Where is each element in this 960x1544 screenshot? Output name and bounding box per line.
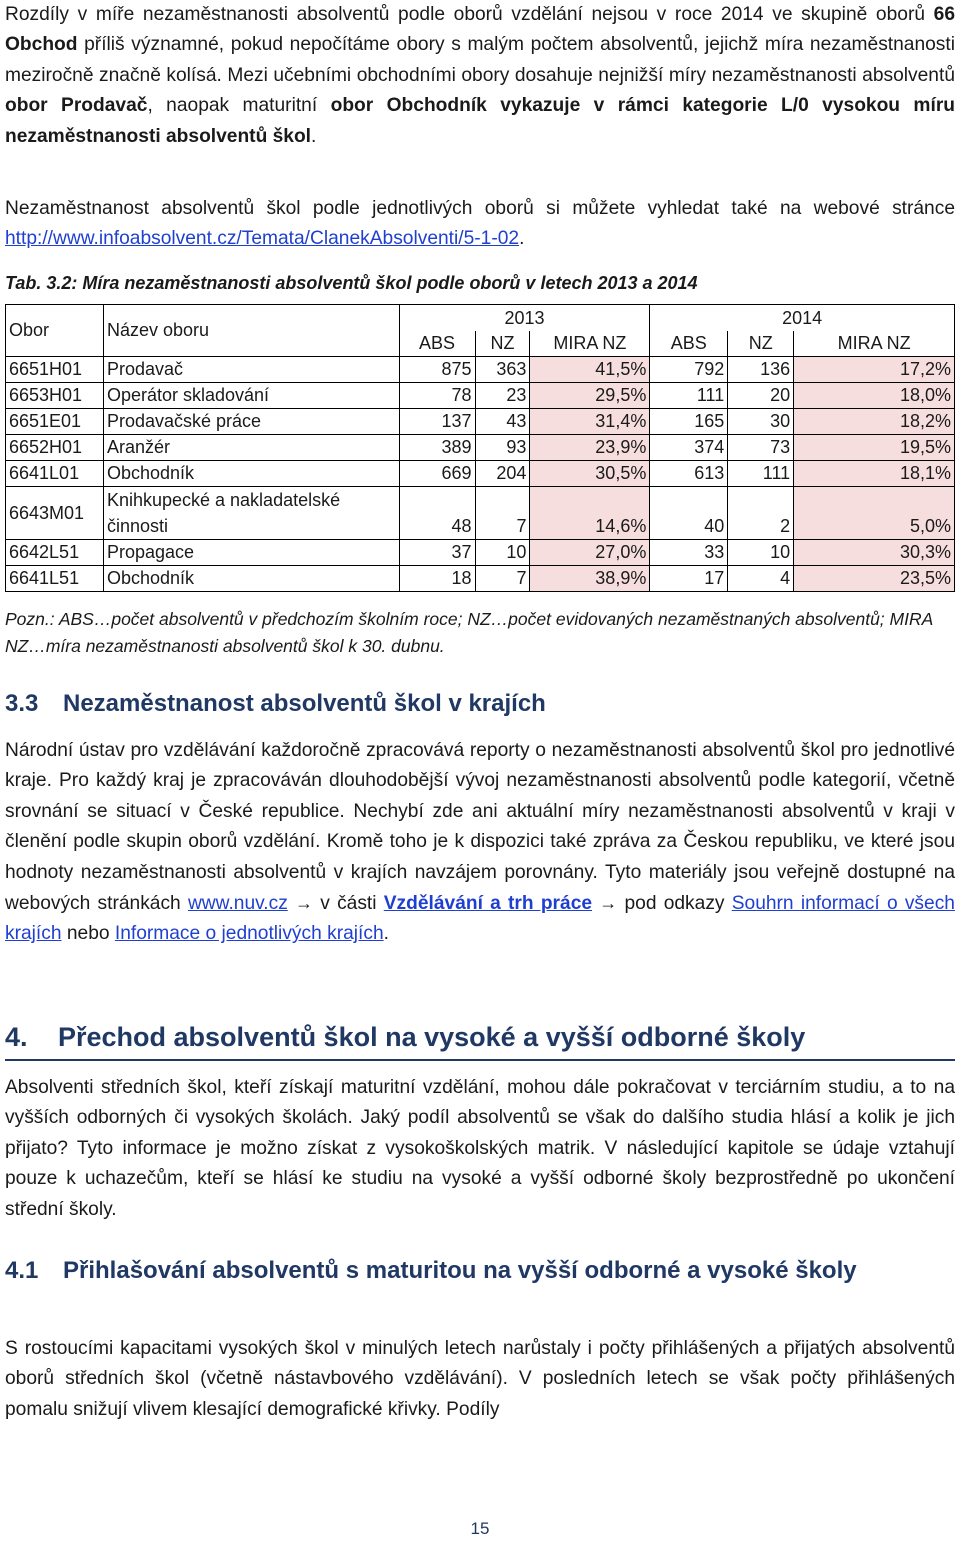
- bold-text: obor Obchodník vykazuje v rámci kategorie L/0 vysokou míru nezaměstnanosti absolventů škol: [5, 95, 956, 147]
- cell-nazev: Obchodník: [103, 461, 399, 487]
- header-year-2014: 2014: [650, 305, 955, 332]
- cell-nazev: Prodavačské práce: [103, 409, 399, 435]
- section-title: Přechod absolventů škol na vysoké a vyšší odborné školy: [58, 1022, 806, 1052]
- cell-mira13: 29,5%: [530, 383, 650, 409]
- cell-mira14: 23,5%: [794, 566, 955, 592]
- cell-mira14: 19,5%: [794, 435, 955, 461]
- cell-obor: 6651E01: [6, 409, 104, 435]
- vzdelavani-trh-prace-link[interactable]: Vzdělávání a trh práce: [383, 893, 593, 915]
- cell-nz13: 10: [475, 540, 530, 566]
- section-number: 3.3: [5, 690, 39, 717]
- text-span: , naopak maturitní: [147, 95, 331, 117]
- cell-abs13: 48: [399, 487, 475, 540]
- header-nazev: Název oboru: [103, 305, 399, 357]
- section-number: 4.: [5, 1022, 28, 1052]
- paragraph-transition: Absolventi středních škol, kteří získají maturitní vzdělání, mohou dále pokračovat v terciárním studiu, a to na vyšších odborných či vysokých školách. Jaký podíl absolventů se však do dalšího studia hlásí a kolik je jich přijato? Tyto informace je možno získat z vysokoškolských matrik. V následující kapitole se údaje vztahují pouze k uchazečům, kteří se hlásí ke studiu na vysoké a vyšší odborné školy bezprostředně po ukončení střední školy.: [5, 1077, 955, 1220]
- cell-obor: 6653H01: [6, 383, 104, 409]
- cell-nz13: 7: [475, 566, 530, 592]
- paragraph-intro: [5, 0, 955, 152]
- cell-nz13: 23: [475, 383, 530, 409]
- cell-nz14: 136: [728, 357, 794, 383]
- text-span: Nezaměstnanost absolventů škol podle jednotlivých oborů si můžete vyhledat také na webové stránce: [5, 198, 955, 219]
- cell-nz14: 73: [728, 435, 794, 461]
- cell-mira13: 30,5%: [530, 461, 650, 487]
- section-4-heading: [5, 1017, 955, 1061]
- cell-nazev: Operátor skladování: [103, 383, 399, 409]
- cell-nazev: Knihkupecké a nakladatelské činnosti: [103, 487, 399, 540]
- unemployment-table: [5, 304, 955, 592]
- text-span: .: [383, 923, 389, 945]
- paragraph-weblink: [5, 194, 955, 255]
- cell-obor: 6651H01: [6, 357, 104, 383]
- cell-abs14: 613: [650, 461, 728, 487]
- cell-abs14: 17: [650, 566, 728, 592]
- cell-mira14: 18,1%: [794, 461, 955, 487]
- infoabsolvent-link[interactable]: http://www.infoabsolvent.cz/Temata/ClanekAbsolventi/5-1-02: [5, 228, 520, 250]
- nuv-link[interactable]: www.nuv.cz: [187, 893, 288, 915]
- cell-obor: 6641L51: [6, 566, 104, 592]
- text-span: pod odkazy: [617, 893, 732, 915]
- cell-abs14: 33: [650, 540, 728, 566]
- paragraph-regions: [5, 736, 955, 950]
- cell-abs14: 40: [650, 487, 728, 540]
- section-3-3-heading: [5, 686, 546, 722]
- table-row: [6, 540, 955, 566]
- cell-mira14: 18,2%: [794, 409, 955, 435]
- table-row: [6, 487, 955, 540]
- cell-obor: 6642L51: [6, 540, 104, 566]
- section-title: Přihlašování absolventů s maturitou na vyšší odborné a vysoké školy: [63, 1257, 857, 1284]
- table-row: [6, 461, 955, 487]
- cell-nz14: 4: [728, 566, 794, 592]
- cell-mira13: 27,0%: [530, 540, 650, 566]
- cell-mira14: 18,0%: [794, 383, 955, 409]
- text-span: Národní ústav pro vzdělávání každoročně zpracovává reporty o nezaměstnanosti absolventů škol pro jednotlivé kraje. Pro každý kraj je zpracováván dlouhodobější vývoj nezaměstnanosti absolventů podle kategorií, včetně srovnání se situací v České republice. Nechybí zde ani aktuální míry nezaměstnanosti absolventů v kraji v členění podle skupin oborů vzdělání. Kromě toho je k dispozici také zpráva za Českou republiku, ve které jsou hodnoty nezaměstnanosti absolventů v krajích navzájem porovnány. Tyto materiály jsou veřejně dostupné na webových stránkách: [5, 740, 955, 915]
- cell-abs13: 875: [399, 357, 475, 383]
- subheader-mira: MIRA NZ: [794, 331, 955, 357]
- subheader-abs: ABS: [650, 331, 728, 357]
- cell-nz14: 2: [728, 487, 794, 540]
- arrow-right-icon: →: [295, 893, 314, 914]
- cell-abs13: 389: [399, 435, 475, 461]
- cell-abs14: 165: [650, 409, 728, 435]
- table-row: [6, 357, 955, 383]
- cell-abs13: 18: [399, 566, 475, 592]
- text-span: příliš významné, pokud nepočítáme obory s malým počtem absolventů, jejichž míra nezaměstnanosti meziročně značně kolísá. Mezi učebními obchodními obory dosahuje nejnižší míry nezaměstnanosti absolventů: [5, 34, 955, 86]
- cell-mira13: 38,9%: [530, 566, 650, 592]
- cell-mira14: 30,3%: [794, 540, 955, 566]
- cell-mira14: 17,2%: [794, 357, 955, 383]
- cell-nazev: Aranžér: [103, 435, 399, 461]
- table-caption: Tab. 3.2: Míra nezaměstnanosti absolventů škol podle oborů v letech 2013 a 2014: [5, 273, 698, 293]
- subheader-abs: ABS: [399, 331, 475, 357]
- cell-abs14: 374: [650, 435, 728, 461]
- cell-nz13: 43: [475, 409, 530, 435]
- page-number: 15: [470, 1519, 490, 1538]
- table-row: [6, 409, 955, 435]
- subheader-mira: MIRA NZ: [530, 331, 650, 357]
- text-span: .: [311, 125, 317, 147]
- cell-nz13: 363: [475, 357, 530, 383]
- section-4-1-heading: [5, 1252, 923, 1289]
- subheader-nz: NZ: [475, 331, 530, 357]
- table-row: [6, 383, 955, 409]
- cell-nz14: 30: [728, 409, 794, 435]
- cell-nz13: 204: [475, 461, 530, 487]
- cell-abs14: 792: [650, 357, 728, 383]
- cell-abs13: 669: [399, 461, 475, 487]
- cell-obor: 6652H01: [6, 435, 104, 461]
- section-number: 4.1: [5, 1257, 39, 1284]
- text-span: .: [519, 228, 525, 250]
- paragraph-applications: S rostoucími kapacitami vysokých škol v minulých letech narůstaly i počty přihlášených a přijatých absolventů oborů středních škol (včetně nástavbového vzdělávání). V posledních letech se však počty přihlášených pomalu snižují vlivem klesající demografické křivky. Podíly: [5, 1338, 955, 1420]
- informace-kraje-link[interactable]: Informace o jednotlivých krajích: [114, 923, 384, 945]
- cell-nz14: 111: [728, 461, 794, 487]
- cell-mira13: 14,6%: [530, 487, 650, 540]
- souhrn-informaci-link[interactable]: Souhrn informací o všech krajích: [5, 893, 955, 945]
- cell-nazev: Prodavač: [103, 357, 399, 383]
- cell-nz14: 20: [728, 383, 794, 409]
- cell-abs13: 78: [399, 383, 475, 409]
- cell-nz13: 93: [475, 435, 530, 461]
- cell-obor: 6641L01: [6, 461, 104, 487]
- cell-nz14: 10: [728, 540, 794, 566]
- header-obor: Obor: [6, 305, 104, 357]
- section-title: Nezaměstnanost absolventů škol v krajích: [63, 690, 546, 717]
- cell-mira13: 31,4%: [530, 409, 650, 435]
- cell-nazev: Obchodník: [103, 566, 399, 592]
- header-year-2013: 2013: [399, 305, 650, 332]
- cell-obor: 6643M01: [6, 487, 104, 540]
- bold-text: obor Prodavač: [5, 95, 148, 117]
- cell-mira14: 5,0%: [794, 487, 955, 540]
- cell-nazev: Propagace: [103, 540, 399, 566]
- cell-nz13: 7: [475, 487, 530, 540]
- cell-abs13: 37: [399, 540, 475, 566]
- table-row: [6, 566, 955, 592]
- cell-abs13: 137: [399, 409, 475, 435]
- bold-text: 66 Obchod: [5, 4, 955, 56]
- subheader-nz: NZ: [728, 331, 794, 357]
- cell-abs14: 111: [650, 383, 728, 409]
- text-span: Rozdíly v míře nezaměstnanosti absolventů podle oborů vzdělání nejsou v roce 2014 ve skupině oborů: [5, 4, 934, 25]
- text-span: nebo: [61, 923, 115, 945]
- arrow-right-icon: →: [599, 893, 618, 914]
- text-span: v části: [313, 893, 384, 915]
- table-header-row: [6, 305, 955, 332]
- cell-mira13: 41,5%: [530, 357, 650, 383]
- cell-mira13: 23,9%: [530, 435, 650, 461]
- table-note: Pozn.: ABS…počet absolventů v předchozím školním roce; NZ…počet evidovaných nezaměstnaných absolventů; MIRA NZ…míra nezaměstnanosti absolventů škol k 30. dubnu.: [5, 609, 933, 656]
- table-row: [6, 435, 955, 461]
